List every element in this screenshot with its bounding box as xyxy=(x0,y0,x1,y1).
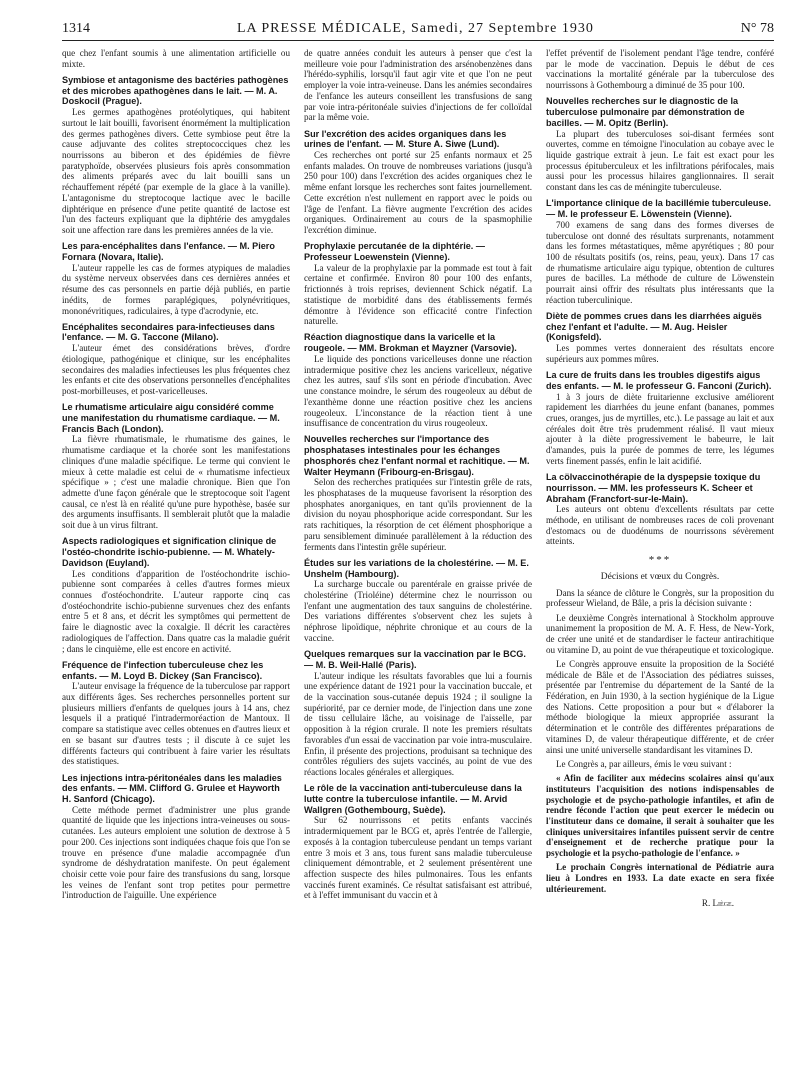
abstract-heading: Nouvelles recherches sur le diagnostic de la tuberculose pulmonaire par démonstration de bacilles. — M. Opitz (Berlin). xyxy=(546,96,745,128)
abstract-body: que chez l'enfant soumis à une alimentation artificielle ou mixte. xyxy=(62,48,290,69)
abstract-body: de quatre années conduit les auteurs à penser que c'est la meilleure voie pour l'administration des arsénobenzènes dans l'hérédo-syphilis, lorsqu'il faut agir vite et que l'on ne peut employer la voie intra-veineuse. Dans les anémies secondaires de l'enfance les auteurs conseillent les transfusions de sang par voie intra-péritonéale suivies d'injections de fer colloïdal par la même voie. xyxy=(304,48,532,123)
abstract-body: Cette méthode permet d'administrer une plus grande quantité de liquide que les injections intra-veineuses ou sous-cutanées. Les auteurs emploient une solution de dextrose à 5 pour 200. Ces injections sont indiquées chaque fois que l'on se trouve en présence d'une maladie accompagnée d'un syndrome de déshydratation manifeste. On peut également choisir cette voie pour faire des transfusions du sang, lorsque les veines de l'enfant sont trop petites pour permettre l'introduction de l'aiguille. Une expérience xyxy=(62,804,290,901)
abstract-body: Les conditions d'apparition de l'ostéochondrite ischio-pubienne sont comparées à celles d'autres formes mieux connues d'ostéochondrite. L'auteur rapporte cinq cas d'ostéochondrite ischio-pubienne survenues chez des enfants entre 5 et 8 ans, et décrit les symptômes qui permettent de faire le diagnostic avec la coxalgie. Il décrit les caractères radiologiques de l'affection. Dans quatre cas la maladie guérit ; dans le cinquième, elle est encore en activité. xyxy=(62,568,290,654)
page-number: 1314 xyxy=(62,21,90,36)
abstract-heading: Fréquence de l'infection tuberculeuse chez les enfants. — M. Loyd B. Dickey (San Francisco). xyxy=(62,659,264,681)
abstract-body: 700 examens de sang dans des formes diverses de tuberculose ont donné des résultats surprenants, notamment dans les formes métastatiques, même apyrétiques ; 80 pour 100 de résultats positifs (os, reins, peau, yeux). Dans 17 cas de rhumatisme articulaire aigu typique, obtention de cultures pures de bacilles. La méthode de culture de Löwenstein pourrait ainsi offrir des résultats plus intéressants que la réaction tuberculinique. xyxy=(546,219,774,305)
abstract-body: La surcharge buccale ou parentérale en graisse privée de cholestérine (Trioléine) détermine chez le nourrisson ou l'enfant une augmentation des taux sanguins de cholestérine. Des variations différentes s'observent chez les sujets à néphrose lipoïdique, néphrite chronique et au cours de la vaccine. xyxy=(304,579,532,643)
abstract-heading: Les injections intra-péritonéales dans les maladies des enfants. — MM. Clifford G. Grulee et Hayworth H. Sanford (Chicago). xyxy=(62,772,282,804)
abstract-body: Sur 62 nourrissons et petits enfants vaccinés intradermiquement par le BCG et, après l'entrée de l'allergie, exposés à la contagion tuberculeuse pendant un temps variant entre 3 mois et 3 ans, tous furent sans maladie tuberculeuse cliniquement démontrable, et 2 seulement présentèrent une affection suspecte des hiles pulmonaires. Tous les enfants vaccinés furent examinés. Ce résultat satisfaisant est attribué, et à l'effet immunisant du vaccin et à xyxy=(304,815,532,901)
abstract-heading: Études sur les variations de la cholestérine. — M. E. Unshelm (Hambourg). xyxy=(304,557,529,579)
column-3-abstracts xyxy=(546,48,774,547)
abstract-heading: Aspects radiologiques et signification clinique de l'ostéo-chondrite ischio-pubienne. — M. Whately-Davidson (Euyland). xyxy=(62,536,277,568)
column-1 xyxy=(62,48,290,905)
abstract-heading: Le rôle de la vaccination anti-tuberculeuse dans la lutte contre la tuberculose infantile. — M. Arvid Wallgren (Gothembourg, Suède). xyxy=(304,783,522,815)
abstract-body: l'effet préventif de l'isolement pendant l'âge tendre, conféré par le mode de vaccination. Depuis le début de ces vaccinations la mortalité générale par la tuberculose des nourrissons à Gothembourg a diminué de 35 pour 100. xyxy=(546,48,774,91)
abstract-heading: La cure de fruits dans les troubles digestifs aigus des enfants. — M. le professeur G. Fanconi (Zurich). xyxy=(546,370,772,391)
abstract-body: L'auteur indique les résultats favorables que lui a fournis une expérience datant de 1921 pour la vaccination buccale, et de la vaccination sous-cutanée depuis 1924 ; il souligne la supériorité, par ce dernier mode, de l'injection dans une zone de tissu cellulaire lâche, au voisinage de l'aisselle, par opposition à la région crurale. Il note les premiers résultats favorables d'un essai de vaccination par voie intra-musculaire. Enfin, il présente des projections, produisant sa technique des contrôles réguliers des sujets vaccinés, au point de vue des réactions locales générales et allergiques. xyxy=(304,670,532,777)
abstract-heading: L'importance clinique de la bacillémie tuberculeuse. — M. le professeur E. Löwenstein (Vienne). xyxy=(546,198,772,220)
abstract-body: Les pommes vertes donneraient des résultats encore supérieurs aux pommes mûres. xyxy=(546,343,774,364)
section-separator: *** xyxy=(648,554,672,567)
abstract-body: L'auteur rappelle les cas de formes atypiques de maladies du système nerveux observées dans ces dernières années et résume des cas personnels en partie déjà publiés, en partie inédits, de formes paraplégiques, polynévritiques, mononévritiques, radiculaires, à type d'acrodynie, etc. xyxy=(62,262,290,316)
abstract-heading: Symbiose et antagonisme des bactéries pathogènes et des microbes apathogènes dans le lait. — M. A. Doskocil (Prague). xyxy=(62,74,289,107)
abstract-body: Ces recherches ont porté sur 25 enfants normaux et 25 enfants malades. On trouve de nombreuses variations (jusqu'à 250 pour 100) dans l'excrétion des acides organiques chez le même enfant lorsque les recherches sont faites journellement. Cette excrétion n'est nullement en rapport avec le poids ou l'âge de l'enfant. La fièvre augmente l'excrétion des acides organiques. Ordinairement au cours de la spasmophilie l'excrétion diminue. xyxy=(304,149,532,235)
decisions-body xyxy=(546,588,774,895)
abstract-heading: Sur l'excrétion des acides organiques dans les urines de l'enfant. — M. Sture A. Siwe (Lund). xyxy=(304,128,507,150)
journal-title: LA PRESSE MÉDICALE, Samedi, 27 Septembre 1930 xyxy=(236,21,594,36)
decision-paragraph: Le Congrès approuve ensuite la proposition de la Société médicale de Bâle et de l'Association des pédiatres suisses, présentée par l'entremise du département de la Santé de la Fédération, en Juin 1930, à la section hygiénique de la Ligue des Nations. Cette proposition a pour but « d'élaborer la méthode biologique la mieux appropriée assurant la détermination et le contrôle des différentes préparations de vitamines D, de valeur thérapeutique différente, et de créer ainsi une unité universelle standardisant les vitamines D. xyxy=(546,658,774,755)
issue-number: N° 78 xyxy=(740,21,774,36)
abstract-heading: Diète de pommes crues dans les diarrhées aiguës chez l'enfant et l'adulte. — M. Aug. Heisler (Konigsfeld). xyxy=(546,311,762,343)
abstract-body: Selon des recherches pratiquées sur l'intestin grêle de rats, les phosphatases de la muqueuse favorisent la résorption des phosphates anorganiques, en tant qu'ils proviennent de la division du noyau phosphorique acide correspondant. Sur les rats rachitiques, la résorption de cet élément phosphorique a paru sensiblement diminuée parallèlement à la réduction des ferments dans l'intestin grêle supérieur. xyxy=(304,477,532,552)
abstract-heading: Le rhumatisme articulaire aigu considéré comme une manifestation du rhumatisme cardiaque. — M. Francis Bach (London). xyxy=(62,402,280,434)
decision-paragraph: Le deuxième Congrès international à Stockholm approuve unanimement la proposition de M. A. F. Hess, de New-York, de créer une unité et de standardiser le facteur antirachitique ou vitamine D, au point de vue thérapeutique et toxicologique. xyxy=(546,612,774,655)
decisions-title: Décisions et vœux du Congrès. xyxy=(600,571,720,582)
abstract-heading: Prophylaxie percutanée de la diphtérie. — Professeur Loewenstein (Vienne). xyxy=(304,241,485,262)
abstract-heading: Quelques remarques sur la vaccination par le BCG. — M. B. Weil-Hallé (Paris). xyxy=(304,649,526,670)
column-3 xyxy=(546,48,774,909)
abstract-body: Les auteurs ont obtenu d'excellents résultats par cette méthode, en utilisant de nombreuses races de coli provenant d'estomacs ou de duodénums de nourrissons sévèrement atteints. xyxy=(546,504,774,547)
abstract-heading: Nouvelles recherches sur l'importance des phosphatases intestinales pour les échanges phosphorés chez l'enfant normal et rachitique. — M. Walter Heymann (Fribourg-en-Brisgau). xyxy=(304,434,530,477)
abstract-body: L'auteur émet des considérations brèves, d'ordre étiologique, pathogénique et clinique, sur les encéphalites secondaires des maladies infectieuses les plus fréquentes chez les enfants et cite des observations personnelles d'encéphalites post-morbilleuses, et post-varicelleuses. xyxy=(62,343,290,397)
abstract-body: 1 à 3 jours de diète fruitarienne exclusive améliorent rapidement les diarrhées du jeune enfant (bananes, pommes crues, oranges, jus de myrtilles, etc.). Le passage au lait et aux céréales doit être très prudemment réalisé. Il vaut mieux ajouter à la diète progressivement le babeurre, le lait d'amandes, puis la purée de pommes de terre, les légumes verts finement passés, enfin le lait acidifié. xyxy=(546,391,774,466)
decision-paragraph: Le prochain Congrès international de Pédiatrie aura lieu à Londres en 1933. La date exacte en sera fixée ultérieurement. xyxy=(546,862,774,894)
article-columns xyxy=(62,48,774,1048)
decision-paragraph: Dans la séance de clôture le Congrès, sur la proposition du professeur Wieland, de Bâle, a pris la décision suivante : xyxy=(546,587,774,609)
abstract-body: L'auteur envisage la fréquence de la tuberculose par rapport aux différents âges. Ses recherches personnelles portent sur plusieurs milliers d'enfants de quelques jours à 14 ans, chez lesquels il a pratiqué l'intradermoréaction de Mantoux. Il compare sa statistique avec celles obtenues en d'autres lieux et en se basant sur d'autres tests ; il discute à ce sujet les différents facteurs qui contribuent à faire varier les résultats des statistiques. xyxy=(62,681,290,767)
decision-paragraph: Le Congrès a, par ailleurs, émis le vœu suivant : xyxy=(556,758,732,769)
abstract-body: Le liquide des ponctions varicelleuses donne une réaction intradermique positive chez les anciens varicelleux, négative chez les autres, sauf s'ils sont en période d'incubation. Avec une constance moindre, le sérum des rougeoleux au début de l'exanthème donne une réaction positive chez les anciens rougeoleux. L'inconstance de la réaction tient à une insuffisance de concentration du virus rougeoleux. xyxy=(304,353,532,429)
abstract-heading: Les para-encéphalites dans l'enfance. — M. Piero Fornara (Novara, Italie). xyxy=(62,241,275,262)
decision-paragraph: « Afin de faciliter aux médecins scolaires ainsi qu'aux instituteurs l'acquisition des notions indispensables de psychologie et de psycho-pathologie infantiles, et afin de rendre féconde l'action que peut exercer le médecin ou l'instituteur dans ce domaine, il serait à souhaiter que les cliniques universitaires infantiles puissent servir de centre d'enseignement et de recherche pratique pour la psychologie et la psycho-pathologie de l'enfance. » xyxy=(546,773,774,859)
column-2 xyxy=(304,48,532,905)
author-signature: R. Liège. xyxy=(701,898,734,909)
page-header xyxy=(62,18,774,41)
abstract-heading: Encéphalites secondaires para-infectieuses dans l'enfance. — M. G. Taccone (Milano). xyxy=(62,321,275,343)
abstract-heading: Réaction diagnostique dans la varicelle et la rougeole. — MM. Brokman et Mayzner (Varsovie). xyxy=(304,332,517,354)
abstract-body: La plupart des tuberculoses soi-disant fermées sont ouvertes, comme en témoigne l'inoculation au cobaye avec le liquide gastrique extrait à jeun. Le fait est exact pour les processus épituberculeux et les infiltrations périfocales, mais aussi pour les processus hilaires ganglionnaires. Il serait constant dans les cas de méningite tuberculeuse. xyxy=(546,128,774,193)
abstract-body: La fièvre rhumatismale, le rhumatisme des gaines, le rhumatisme cardiaque et la chorée sont les manifestations cliniques d'une maladie spécifique. Le terme qui convient le mieux à cette maladie est celui de « rhumatisme infectieux spécifique » ; c'est une maladie chronique. Bien que l'on admette d'une façon générale que le streptocoque soit l'agent causal, ce n'est là en réalité qu'une pure hypothèse, basée sur des arguments insuffisants. Il semblerait plutôt que la maladie soit due à un virus filtrant. xyxy=(62,434,290,531)
abstract-heading: La cölvaccinothérapie de la dyspepsie toxique du nourrisson. — MM. les professeurs K. Scheer et Abraham (Francfort-sur-le-Main). xyxy=(546,472,761,504)
abstract-body: La valeur de la prophylaxie par la pommade est tout à fait certaine et confirmée. Environ 80 pour 100 des enfants, frictionnés à trois reprises, deviennent Schick négatif. La statistique de morbidité dans des établissements fermés démontre à l'évidence son efficacité contre l'infection naturelle. xyxy=(304,262,532,327)
abstract-body: Les germes apathogènes protéolytiques, qui habitent surtout le lait bouilli, favorisent énormément la multiplication des germes pathogènes divers. Cette symbiose peut être la cause adjuvante des colites streptococciques chez les nourrissons au biberon et des épidémies de fièvre paratyphoïde, observées plusieurs fois après consommation des aliments préparés avec du lait bouilli sans un réchauffement répété (par exemple de la glace à la vanille). L'antagonisme du streptocoque lactique avec le bacille diphtérique en présence d'une petite quantité de lactose est l'un des facteurs expliquant que la diphtérie des amygdales soit une affection rare dans les premières années de la vie. xyxy=(62,107,290,235)
